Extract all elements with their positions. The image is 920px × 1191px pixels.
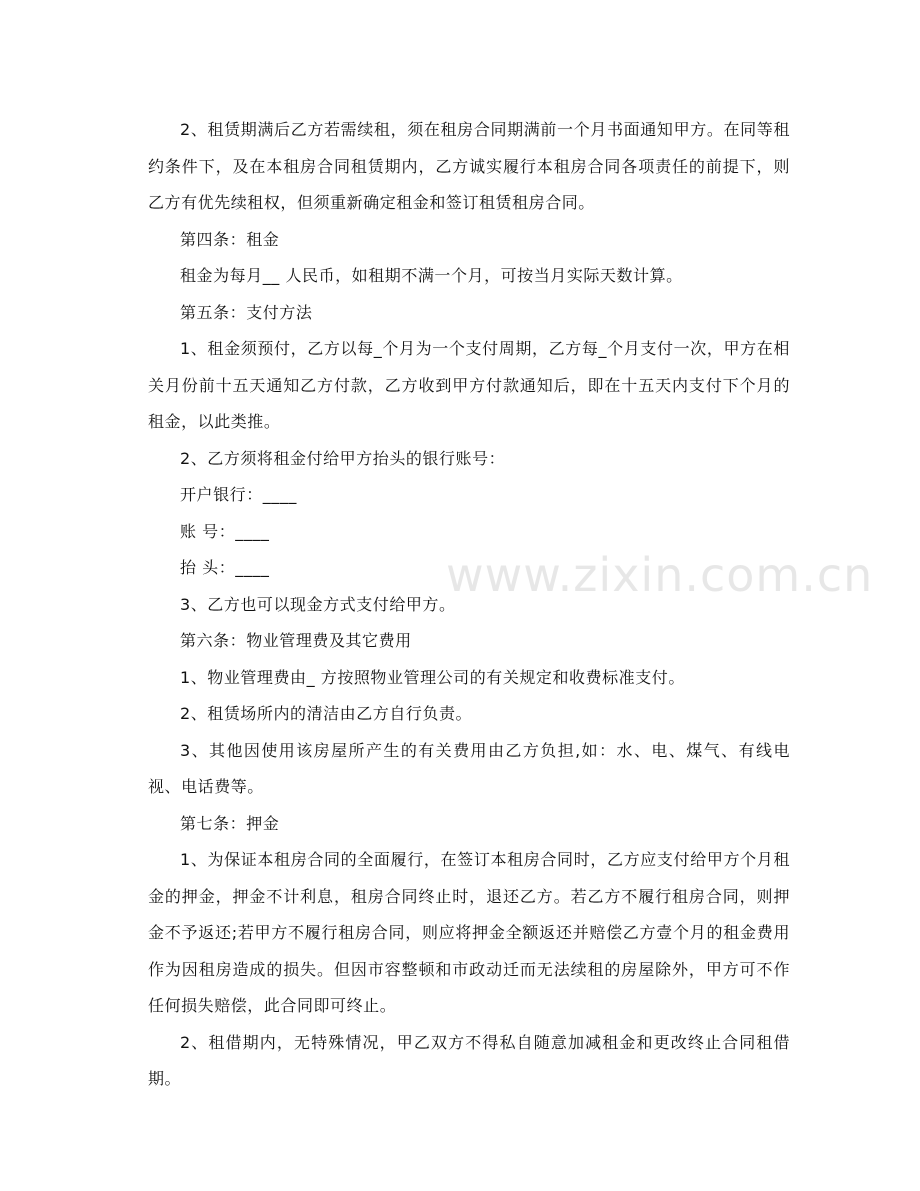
paragraph-deposit: 1、为保证本租房合同的全面履行，在签订本租房合同时，乙方应支付给甲方个月租金的押金，押金不计利息，租房合同终止时，退还乙方。若乙方不履行租房合同，则押金不予返还;若甲方不履行租房合同，则应将押金全额返还并赔偿乙方壹个月的租金费用作为因租房造成的损失。但因市容整顿和市政动迁而无法续租的房屋除外，甲方可不作任何损失赔偿，此合同即可终止。 xyxy=(148,850,790,1015)
watermark: www.zixin.com.cn xyxy=(446,548,874,602)
paragraph-no-change: 2、租借期内，无特殊情况，甲乙双方不得私自随意加减租金和更改终止合同租借期。 xyxy=(148,1032,790,1088)
heading-article-4-rent: 第四条：租金 xyxy=(180,229,280,249)
heading-article-5-payment: 第五条：支付方法 xyxy=(180,302,313,322)
field-account-holder: 抬 头：____ xyxy=(180,558,270,577)
paragraph-prepay: 1、租金须预付，乙方以每_个月为一个支付周期，乙方每_个月支付一次，甲方在相关月份前十五天通知乙方付款，乙方收到甲方付款通知后，即在十五天内支付下个月的租金，以此类推。 xyxy=(148,339,790,431)
paragraph-cash-payment: 3、乙方也可以现金方式支付给甲方。 xyxy=(180,594,456,614)
document-body xyxy=(148,112,790,1098)
field-account-number: 账 号：____ xyxy=(180,521,270,541)
paragraph-property-fee: 1、物业管理费由_ 方按照物业管理公司的有关规定和收费标准支付。 xyxy=(180,667,685,687)
paragraph-bank-account: 2、乙方须将租金付给甲方抬头的银行账号： xyxy=(180,448,506,468)
heading-article-6-fees: 第六条：物业管理费及其它费用 xyxy=(180,631,412,650)
field-bank-name: 开户银行：____ xyxy=(180,485,297,504)
paragraph-rent-amount: 租金为每月__ 人民币，如租期不满一个月，可按当月实际天数计算。 xyxy=(180,266,683,285)
paragraph-other-fees: 3、其他因使用该房屋所产生的有关费用由乙方负担,如：水、电、煤气、有线电视、电话费等。 xyxy=(148,740,790,796)
paragraph-renewal: 2、租赁期满后乙方若需续租，须在租房合同期满前一个月书面通知甲方。在同等租约条件下，及在本租房合同租赁期内，乙方诚实履行本租房合同各项责任的前提下，则乙方有优先续租权，但须重新确定租金和签订租赁租房合同。 xyxy=(148,120,790,212)
heading-article-7-deposit: 第七条：押金 xyxy=(180,813,280,833)
paragraph-cleaning: 2、租赁场所内的清洁由乙方自行负责。 xyxy=(180,704,473,723)
